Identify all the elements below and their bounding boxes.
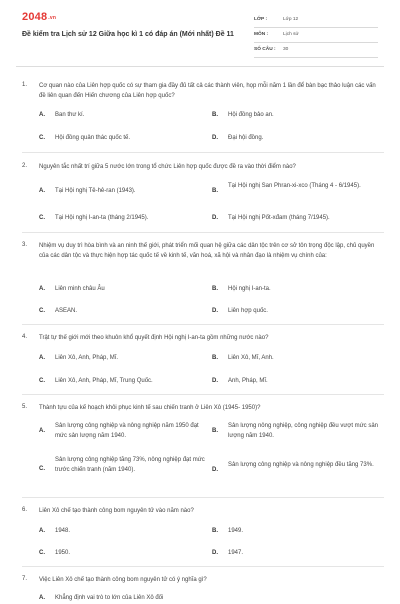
- option-letter: B.: [212, 528, 218, 534]
- question-divider: [22, 566, 384, 567]
- option-letter: A.: [39, 428, 45, 434]
- option-text: Tại Hội nghị Pốt-xđam (tháng 7/1945).: [228, 215, 330, 221]
- header-divider: [16, 66, 384, 67]
- option-text: Liên minh châu Âu: [55, 286, 105, 292]
- question-divider: [22, 497, 384, 498]
- question-number: 2.: [22, 163, 28, 169]
- option-text: Hội nghị I-an-ta.: [228, 286, 271, 292]
- document-title: Đề kiểm tra Lịch sử 12 Giữa học kì 1 có đáp án (Mới nhất) Đề 11: [22, 31, 234, 38]
- question-number: 4.: [22, 334, 28, 340]
- option-text: 1948.: [55, 528, 71, 534]
- question-number: 5.: [22, 404, 28, 410]
- option-letter: A.: [39, 286, 45, 292]
- option-letter: B.: [212, 355, 218, 361]
- option-letter: D.: [212, 135, 218, 141]
- option-text: Sản lượng nông nghiệp, công nghiệp đều vượt mức sản lượng năm 1940.: [228, 423, 379, 439]
- question-divider: [22, 232, 384, 233]
- question-divider: [22, 394, 384, 395]
- option-text: 1949.: [228, 528, 244, 534]
- option-letter: C.: [39, 378, 45, 384]
- option-letter: D.: [212, 378, 218, 384]
- option-text: Liên hợp quốc.: [228, 308, 268, 314]
- question-stem: Nhiệm vụ duy trì hòa bình và an ninh thế giới, phát triển mối quan hệ giữa các dân tộc trên cơ sở tôn trọng độc lập, chủ quyền của các dân tộc và thực hiện hợp tác quốc tế về kinh tế, văn hoá, xã hội và nhân đạo là nhiệm vụ chính của:: [39, 243, 375, 259]
- question-stem: Nguyên tắc nhất trí giữa 5 nước lớn trong tổ chức Liên hợp quốc được đề ra vào thời điểm nào?: [39, 164, 296, 170]
- option-text: Sản lượng công nghiệp và nông nghiệp năm 1950 đạt mức sản lượng năm 1940.: [55, 423, 199, 439]
- option-letter: C.: [39, 135, 45, 141]
- question-stem: Cơ quan nào của Liên hợp quốc có sự tham gia đầy đủ tất cả các thành viên, họp mỗi năm 1 lần để bàn bạc thảo luận các vấn đề liên quan đến Hiến chương của Liên hợp quốc?: [39, 83, 376, 99]
- option-text: Tại Hội nghị I-an-ta (tháng 2/1945).: [55, 215, 149, 221]
- option-text: Đại hội đồng.: [228, 135, 264, 141]
- question-number: 1.: [22, 82, 28, 88]
- option-text: Tại Hội nghị San Phran-xi-xco (Tháng 4 - 6/1945).: [228, 183, 361, 189]
- option-text: Anh, Pháp, Mĩ.: [228, 378, 268, 384]
- option-letter: C.: [39, 308, 45, 314]
- option-text: Hội đồng quản thác quốc tế.: [55, 135, 131, 141]
- option-text: Sản lượng công nghiệp tăng 73%, nông nghiệp đạt mức trước chiến tranh (năm 1940).: [55, 457, 205, 473]
- question-divider: [22, 152, 384, 153]
- option-text: Khẳng định vai trò to lớn của Liên Xô đối: [55, 595, 164, 601]
- option-letter: B.: [212, 286, 218, 292]
- option-text: Tại Hội nghị Tê-hê-ran (1943).: [55, 188, 136, 194]
- question-divider: [22, 324, 384, 325]
- info-row-class: [254, 14, 378, 28]
- logo-suffix: .vn: [48, 15, 57, 21]
- option-letter: B.: [212, 112, 218, 118]
- question-stem: Liên Xô chế tạo thành công bom nguyên tử vào năm nào?: [39, 508, 194, 514]
- info-value: 30: [283, 47, 289, 52]
- option-letter: A.: [39, 112, 45, 118]
- question-number: 6.: [22, 507, 28, 513]
- option-text: Liên Xô, Anh, Pháp, Mĩ, Trung Quốc.: [55, 378, 153, 384]
- option-text: Ban thư kí.: [55, 112, 85, 118]
- page-header: [0, 0, 400, 62]
- option-letter: D.: [212, 467, 218, 473]
- question-number: 3.: [22, 242, 28, 248]
- info-key: LỚP :: [254, 17, 268, 22]
- option-letter: B.: [212, 428, 218, 434]
- option-letter: D.: [212, 550, 218, 556]
- info-key: SỐ CÂU :: [254, 47, 276, 52]
- question-number: 7.: [22, 576, 28, 582]
- option-letter: D.: [212, 308, 218, 314]
- question-stem: Việc Liên Xô chế tạo thành công bom nguyên tử có ý nghĩa gì?: [39, 577, 207, 583]
- option-letter: A.: [39, 595, 45, 601]
- info-key: MÔN :: [254, 32, 269, 37]
- info-value: Lớp 12: [283, 17, 299, 22]
- question-stem: Thành tựu của kế hoạch khôi phục kinh tế sau chiến tranh ở Liên Xô (1945- 1950)?: [39, 405, 261, 411]
- option-text: Sản lượng công nghiệp và nông nghiệp đều tăng 73%.: [228, 462, 374, 468]
- option-letter: A.: [39, 188, 45, 194]
- option-letter: C.: [39, 550, 45, 556]
- option-text: 1950.: [55, 550, 71, 556]
- option-letter: A.: [39, 355, 45, 361]
- info-row-subject: [254, 29, 378, 43]
- option-letter: A.: [39, 528, 45, 534]
- option-text: Liên Xô, Mĩ, Anh.: [228, 355, 274, 361]
- info-value: Lịch sử: [283, 32, 299, 37]
- question-stem: Trật tự thế giới mới theo khuôn khổ quyết định Hội nghị I-an-ta gồm những nước nào?: [39, 335, 269, 341]
- option-text: Hội đồng bảo an.: [228, 112, 274, 118]
- info-row-count: [254, 44, 378, 58]
- option-text: 1947.: [228, 550, 244, 556]
- option-letter: B.: [212, 188, 218, 194]
- option-letter: C.: [39, 466, 45, 472]
- site-logo[interactable]: [22, 11, 56, 23]
- option-letter: C.: [39, 215, 45, 221]
- option-text: ASEAN.: [55, 308, 78, 314]
- option-text: Liên Xô, Anh, Pháp, Mĩ.: [55, 355, 119, 361]
- logo-number: 2048: [22, 11, 48, 23]
- option-letter: D.: [212, 215, 218, 221]
